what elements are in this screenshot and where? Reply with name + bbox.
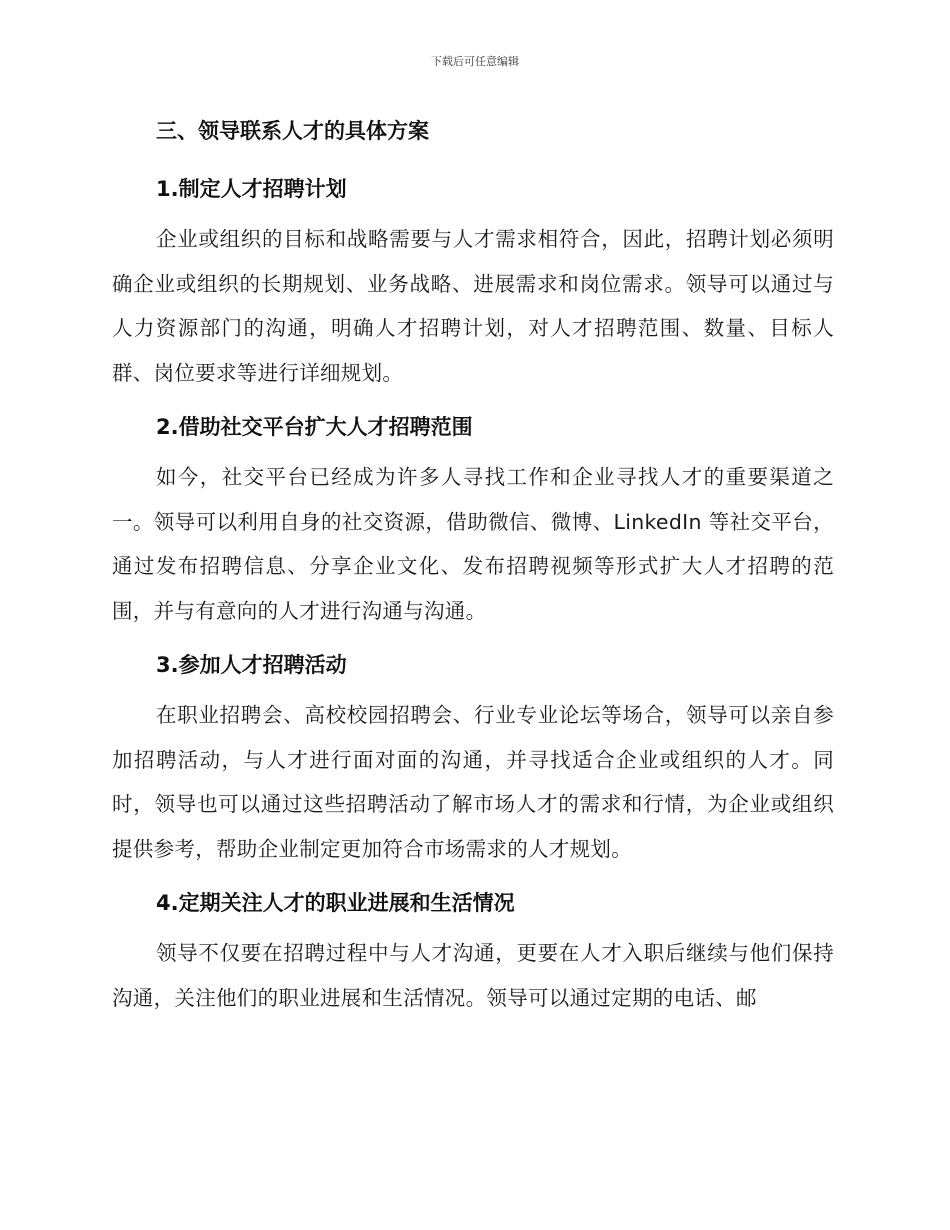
- page-header: 下载后可任意编辑: [431, 55, 519, 68]
- paragraph-2: 如今，社交平台已经成为许多人寻找工作和企业寻找人才的重要渠道之一。领导可以利用自身的社交资源，借助微信、微博、LinkedIn 等社交平台，通过发布招聘信息、分享企业文化、发布招聘视频等形式扩大人才招聘的范围，并与有意向的人才进行沟通与沟通。: [112, 465, 834, 623]
- subheading-4: 4.定期关注人才的职业进展和生活情况: [156, 891, 515, 915]
- subheading-3: 3.参加人才招聘活动: [156, 653, 347, 677]
- paragraph-4: 领导不仅要在招聘过程中与人才沟通，更要在人才入职后继续与他们保持沟通，关注他们的职业进展和生活情况。领导可以通过定期的电话、邮: [112, 941, 834, 1010]
- subheading-2: 2.借助社交平台扩大人才招聘范围: [156, 415, 473, 439]
- paragraph-3: 在职业招聘会、高校校园招聘会、行业专业论坛等场合，领导可以亲自参加招聘活动，与人才进行面对面的沟通，并寻找适合企业或组织的人才。同时，领导也可以通过这些招聘活动了解市场人才的需求和行情，为企业或组织提供参考，帮助企业制定更加符合市场需求的人才规划。: [112, 703, 834, 861]
- subheading-1: 1.制定人才招聘计划: [156, 177, 347, 201]
- section-title: 三、领导联系人才的具体方案: [156, 119, 429, 143]
- paragraph-1: 企业或组织的目标和战略需要与人才需求相符合，因此，招聘计划必须明确企业或组织的长期规划、业务战略、进展需求和岗位需求。领导可以通过与人力资源部门的沟通，明确人才招聘计划，对人才招聘范围、数量、目标人群、岗位要求等进行详细规划。: [112, 227, 834, 385]
- document-body: [112, 112, 834, 1020]
